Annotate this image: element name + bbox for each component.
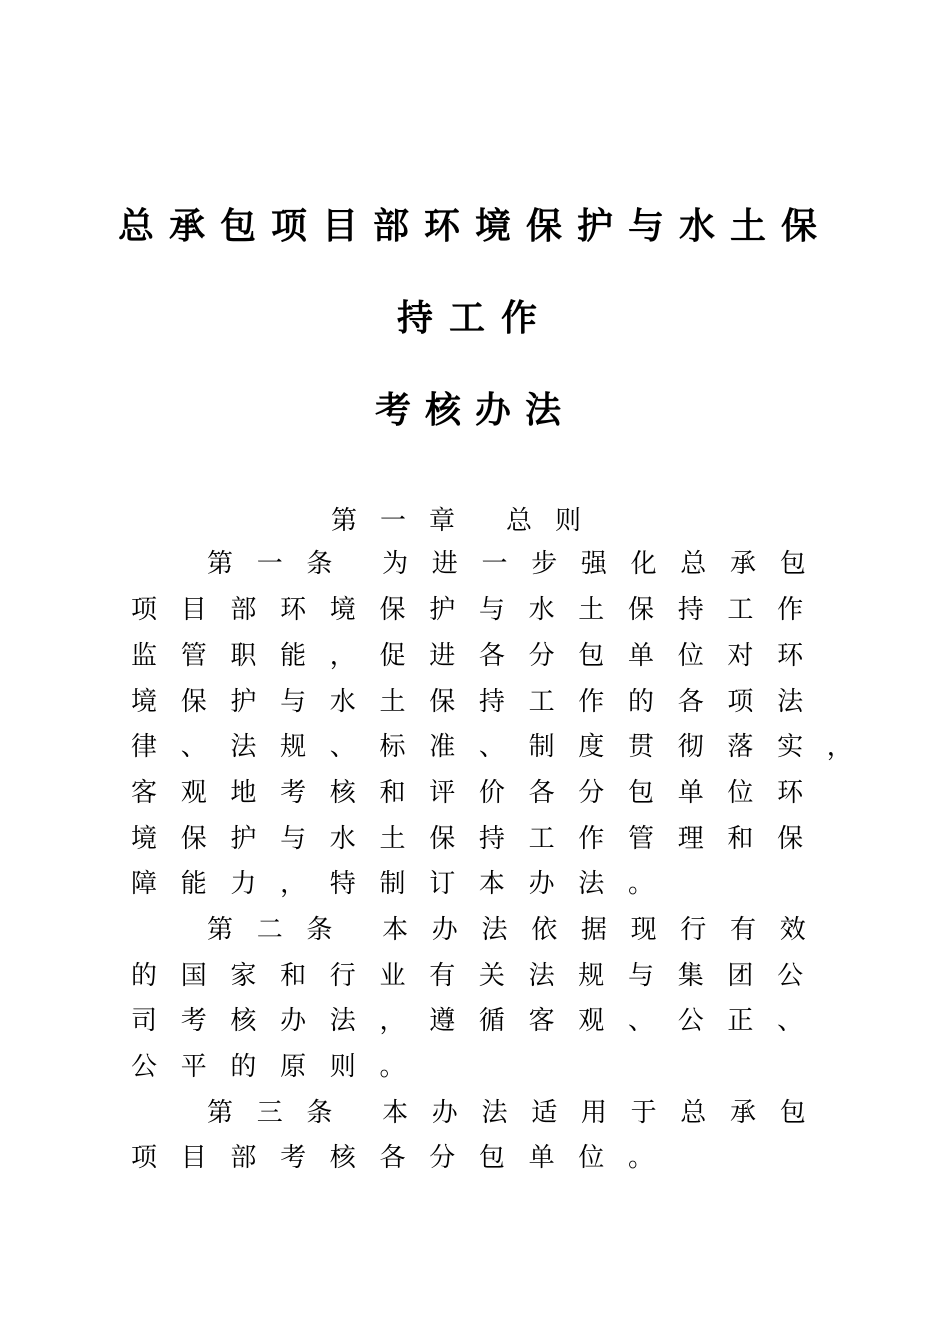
paragraph-line: 司考核办法，遵循客观、公正、 xyxy=(131,1006,827,1036)
chapter-name: 总则 xyxy=(506,506,605,536)
paragraph-line: 的国家和行业有关法规与集团公 xyxy=(131,961,827,991)
paragraph-line: 项目部环境保护与水土保持工作 xyxy=(131,595,827,625)
article-3-label: 第三条 xyxy=(207,1098,357,1128)
document-title-line-1: 总承包项目部环境保护与水土保 xyxy=(117,206,832,247)
paragraph-line: 客观地考核和评价各分包单位环 xyxy=(131,778,827,808)
paragraph-line: 项目部考核各分包单位。 xyxy=(131,1143,678,1173)
paragraph-line: 障能力，特制订本办法。 xyxy=(131,869,678,899)
paragraph-line: 境保护与水土保持工作的各项法 xyxy=(131,687,827,717)
article-2-first-line xyxy=(207,913,829,947)
paragraph-line: 监管职能，促进各分包单位对环 xyxy=(131,641,827,671)
paragraph-line: 本办法适用于总承包 xyxy=(382,1098,830,1128)
paragraph-line: 境保护与水土保持工作管理和保 xyxy=(131,824,827,854)
chapter-number: 第一章 xyxy=(331,506,479,536)
article-2-label: 第二条 xyxy=(207,915,357,945)
article-1-first-line xyxy=(207,547,829,581)
chapter-heading xyxy=(331,500,604,537)
paragraph-line: 公平的原则。 xyxy=(131,1052,430,1082)
article-3-first-line xyxy=(207,1096,829,1130)
document-title-line-2: 持工作 xyxy=(396,298,553,339)
paragraph-line: 律、法规、标准、制度贯彻落实， xyxy=(131,732,877,762)
paragraph-line: 本办法依据现行有效 xyxy=(382,915,830,945)
paragraph-line: 为进一步强化总承包 xyxy=(382,549,830,579)
article-1-label: 第一条 xyxy=(207,549,357,579)
document-title-line-3: 考核办法 xyxy=(374,390,575,431)
